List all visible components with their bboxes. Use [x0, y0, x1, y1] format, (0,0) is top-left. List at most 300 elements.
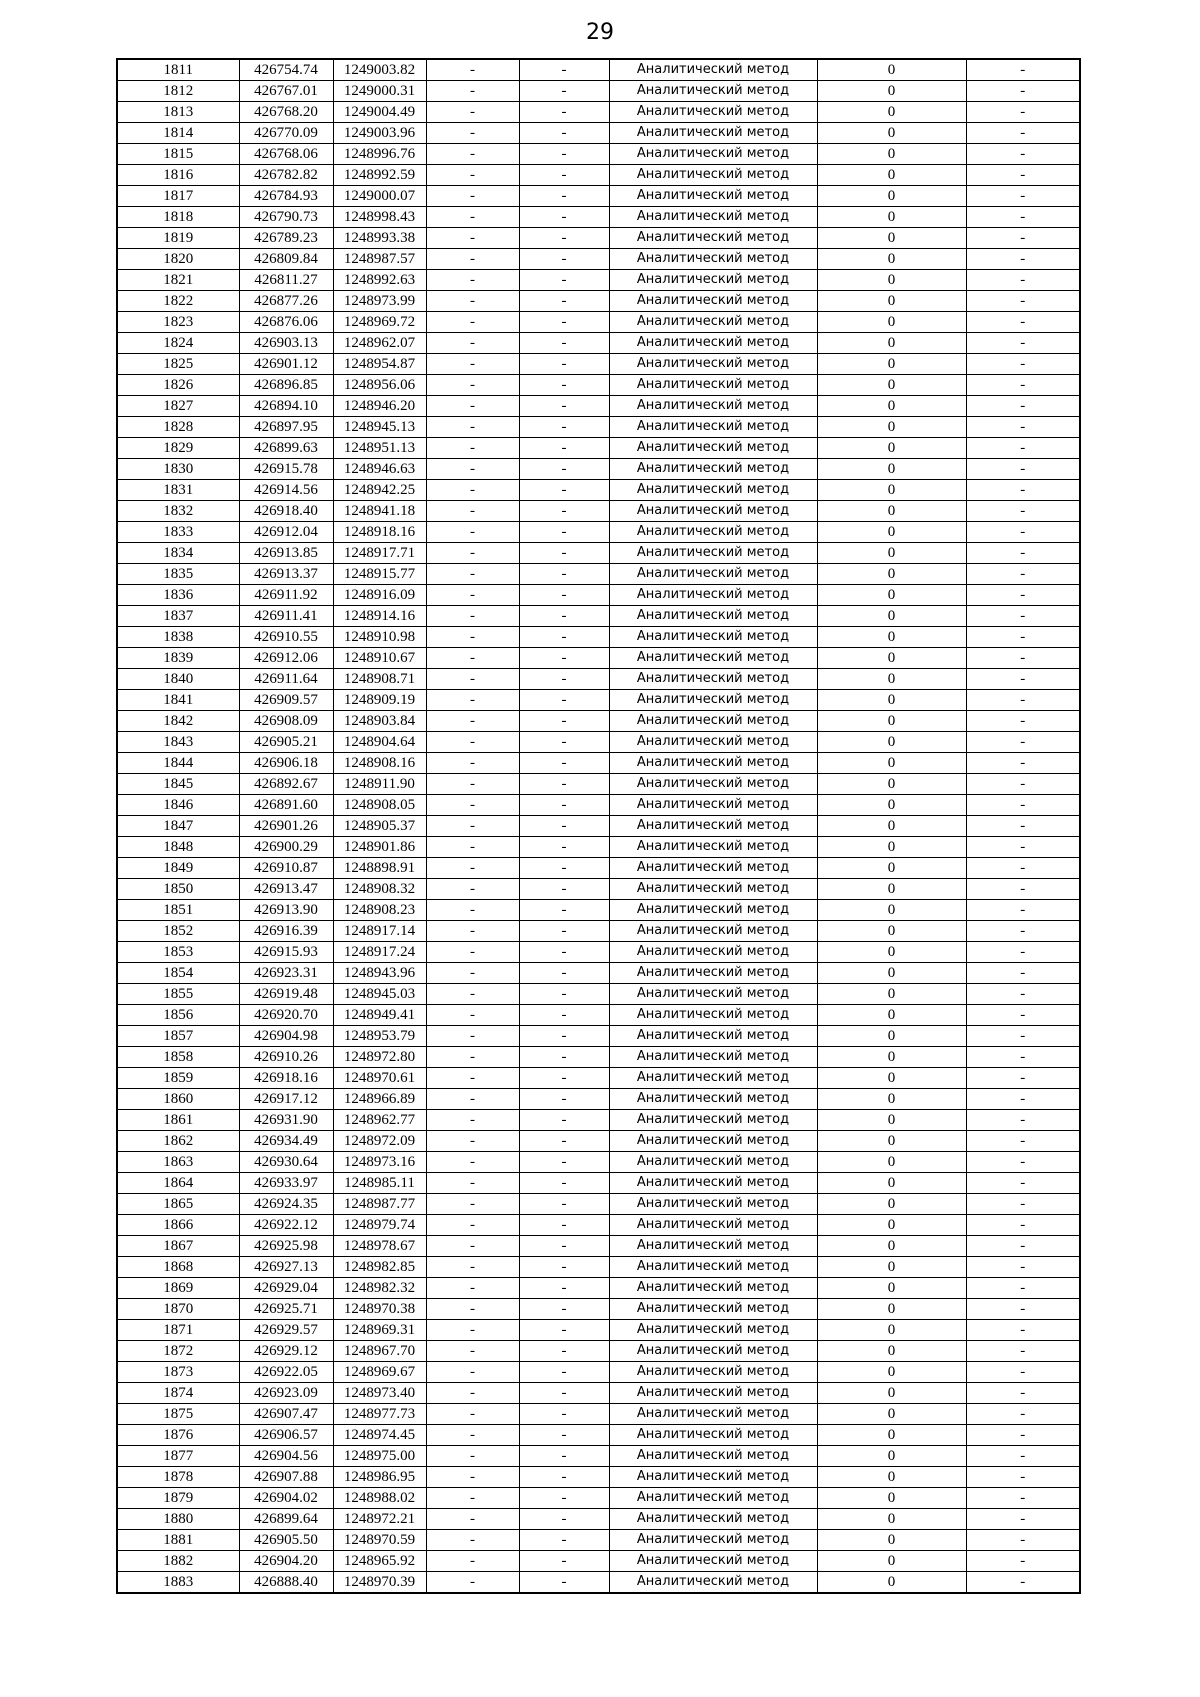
point-number-cell: 1839	[117, 648, 239, 669]
x-coordinate-cell: 426913.85	[239, 543, 333, 564]
y-coordinate-cell: 1248911.90	[333, 774, 426, 795]
table-row	[117, 1173, 1080, 1194]
table-row	[117, 459, 1080, 480]
table-row	[117, 1362, 1080, 1383]
value-cell: 0	[817, 186, 966, 207]
dash-cell: -	[426, 984, 519, 1005]
y-coordinate-cell: 1248954.87	[333, 354, 426, 375]
x-coordinate-cell: 426915.78	[239, 459, 333, 480]
table-row	[117, 1236, 1080, 1257]
point-number-cell: 1854	[117, 963, 239, 984]
dash-cell: -	[426, 459, 519, 480]
point-number-cell: 1821	[117, 270, 239, 291]
x-coordinate-cell: 426918.40	[239, 501, 333, 522]
x-coordinate-cell: 426923.31	[239, 963, 333, 984]
dash-cell: -	[966, 270, 1080, 291]
table-row	[117, 1068, 1080, 1089]
dash-cell: -	[966, 753, 1080, 774]
y-coordinate-cell: 1248945.13	[333, 417, 426, 438]
dash-cell: -	[426, 963, 519, 984]
dash-cell: -	[519, 774, 609, 795]
x-coordinate-cell: 426918.16	[239, 1068, 333, 1089]
value-cell: 0	[817, 249, 966, 270]
table-row	[117, 564, 1080, 585]
method-cell: Аналитический метод	[609, 858, 817, 879]
x-coordinate-cell: 426782.82	[239, 165, 333, 186]
table-row	[117, 1446, 1080, 1467]
table-row	[117, 1383, 1080, 1404]
dash-cell: -	[966, 459, 1080, 480]
dash-cell: -	[519, 1446, 609, 1467]
dash-cell: -	[426, 1089, 519, 1110]
table-row	[117, 396, 1080, 417]
table-row	[117, 669, 1080, 690]
point-number-cell: 1866	[117, 1215, 239, 1236]
table-row	[117, 984, 1080, 1005]
table-row	[117, 879, 1080, 900]
method-cell: Аналитический метод	[609, 648, 817, 669]
dash-cell: -	[519, 522, 609, 543]
method-cell: Аналитический метод	[609, 1341, 817, 1362]
table-row	[117, 501, 1080, 522]
dash-cell: -	[519, 1257, 609, 1278]
dash-cell: -	[426, 1236, 519, 1257]
table-row	[117, 291, 1080, 312]
y-coordinate-cell: 1248917.71	[333, 543, 426, 564]
dash-cell: -	[426, 1257, 519, 1278]
dash-cell: -	[519, 1005, 609, 1026]
method-cell: Аналитический метод	[609, 1425, 817, 1446]
page-number: 29	[586, 20, 614, 45]
point-number-cell: 1813	[117, 102, 239, 123]
value-cell: 0	[817, 711, 966, 732]
value-cell: 0	[817, 1446, 966, 1467]
dash-cell: -	[519, 396, 609, 417]
method-cell: Аналитический метод	[609, 1215, 817, 1236]
dash-cell: -	[519, 1467, 609, 1488]
dash-cell: -	[966, 795, 1080, 816]
x-coordinate-cell: 426768.06	[239, 144, 333, 165]
dash-cell: -	[519, 144, 609, 165]
method-cell: Аналитический метод	[609, 837, 817, 858]
dash-cell: -	[519, 858, 609, 879]
x-coordinate-cell: 426904.98	[239, 1026, 333, 1047]
value-cell: 0	[817, 522, 966, 543]
x-coordinate-cell: 426919.48	[239, 984, 333, 1005]
dash-cell: -	[519, 480, 609, 501]
value-cell: 0	[817, 165, 966, 186]
y-coordinate-cell: 1248916.09	[333, 585, 426, 606]
y-coordinate-cell: 1248972.80	[333, 1047, 426, 1068]
dash-cell: -	[966, 879, 1080, 900]
table-row	[117, 942, 1080, 963]
value-cell: 0	[817, 144, 966, 165]
method-cell: Аналитический метод	[609, 123, 817, 144]
point-number-cell: 1838	[117, 627, 239, 648]
y-coordinate-cell: 1248975.00	[333, 1446, 426, 1467]
dash-cell: -	[426, 1194, 519, 1215]
table-row	[117, 1488, 1080, 1509]
point-number-cell: 1827	[117, 396, 239, 417]
table-row	[117, 1425, 1080, 1446]
dash-cell: -	[966, 312, 1080, 333]
table-row	[117, 543, 1080, 564]
table-row	[117, 1572, 1080, 1594]
value-cell: 0	[817, 732, 966, 753]
point-number-cell: 1874	[117, 1383, 239, 1404]
y-coordinate-cell: 1248992.63	[333, 270, 426, 291]
dash-cell: -	[519, 1278, 609, 1299]
dash-cell: -	[966, 606, 1080, 627]
y-coordinate-cell: 1248970.59	[333, 1530, 426, 1551]
value-cell: 0	[817, 354, 966, 375]
dash-cell: -	[426, 1173, 519, 1194]
point-number-cell: 1865	[117, 1194, 239, 1215]
dash-cell: -	[966, 1467, 1080, 1488]
point-number-cell: 1844	[117, 753, 239, 774]
y-coordinate-cell: 1248951.13	[333, 438, 426, 459]
dash-cell: -	[966, 585, 1080, 606]
x-coordinate-cell: 426904.20	[239, 1551, 333, 1572]
point-number-cell: 1829	[117, 438, 239, 459]
dash-cell: -	[426, 921, 519, 942]
dash-cell: -	[966, 1509, 1080, 1530]
dash-cell: -	[519, 333, 609, 354]
dash-cell: -	[519, 942, 609, 963]
method-cell: Аналитический метод	[609, 1509, 817, 1530]
value-cell: 0	[817, 1110, 966, 1131]
method-cell: Аналитический метод	[609, 1488, 817, 1509]
method-cell: Аналитический метод	[609, 1446, 817, 1467]
y-coordinate-cell: 1248970.61	[333, 1068, 426, 1089]
table-row	[117, 774, 1080, 795]
y-coordinate-cell: 1248972.21	[333, 1509, 426, 1530]
point-number-cell: 1851	[117, 900, 239, 921]
x-coordinate-cell: 426894.10	[239, 396, 333, 417]
point-number-cell: 1879	[117, 1488, 239, 1509]
dash-cell: -	[426, 1341, 519, 1362]
dash-cell: -	[966, 1089, 1080, 1110]
point-number-cell: 1880	[117, 1509, 239, 1530]
dash-cell: -	[426, 732, 519, 753]
x-coordinate-cell: 426913.47	[239, 879, 333, 900]
table-row	[117, 1404, 1080, 1425]
table-row	[117, 753, 1080, 774]
method-cell: Аналитический метод	[609, 690, 817, 711]
x-coordinate-cell: 426929.57	[239, 1320, 333, 1341]
dash-cell: -	[519, 312, 609, 333]
dash-cell: -	[966, 144, 1080, 165]
value-cell: 0	[817, 123, 966, 144]
value-cell: 0	[817, 1068, 966, 1089]
x-coordinate-cell: 426929.12	[239, 1341, 333, 1362]
method-cell: Аналитический метод	[609, 543, 817, 564]
table-row	[117, 816, 1080, 837]
value-cell: 0	[817, 459, 966, 480]
x-coordinate-cell: 426922.05	[239, 1362, 333, 1383]
point-number-cell: 1875	[117, 1404, 239, 1425]
value-cell: 0	[817, 774, 966, 795]
point-number-cell: 1847	[117, 816, 239, 837]
dash-cell: -	[519, 1425, 609, 1446]
point-number-cell: 1815	[117, 144, 239, 165]
value-cell: 0	[817, 1236, 966, 1257]
dash-cell: -	[519, 1299, 609, 1320]
table-row	[117, 1278, 1080, 1299]
dash-cell: -	[426, 1530, 519, 1551]
method-cell: Аналитический метод	[609, 753, 817, 774]
dash-cell: -	[966, 627, 1080, 648]
dash-cell: -	[519, 837, 609, 858]
value-cell: 0	[817, 816, 966, 837]
y-coordinate-cell: 1248949.41	[333, 1005, 426, 1026]
x-coordinate-cell: 426915.93	[239, 942, 333, 963]
x-coordinate-cell: 426922.12	[239, 1215, 333, 1236]
table-row	[117, 1089, 1080, 1110]
y-coordinate-cell: 1249003.96	[333, 123, 426, 144]
x-coordinate-cell: 426911.64	[239, 669, 333, 690]
method-cell: Аналитический метод	[609, 1551, 817, 1572]
table-row	[117, 249, 1080, 270]
dash-cell: -	[426, 1215, 519, 1236]
dash-cell: -	[966, 207, 1080, 228]
x-coordinate-cell: 426927.13	[239, 1257, 333, 1278]
y-coordinate-cell: 1248988.02	[333, 1488, 426, 1509]
dash-cell: -	[966, 1005, 1080, 1026]
dash-cell: -	[426, 522, 519, 543]
dash-cell: -	[966, 837, 1080, 858]
table-row	[117, 963, 1080, 984]
method-cell: Аналитический метод	[609, 816, 817, 837]
y-coordinate-cell: 1248966.89	[333, 1089, 426, 1110]
x-coordinate-cell: 426892.67	[239, 774, 333, 795]
x-coordinate-cell: 426767.01	[239, 81, 333, 102]
y-coordinate-cell: 1248904.64	[333, 732, 426, 753]
point-number-cell: 1842	[117, 711, 239, 732]
point-number-cell: 1850	[117, 879, 239, 900]
y-coordinate-cell: 1248978.67	[333, 1236, 426, 1257]
dash-cell: -	[519, 270, 609, 291]
point-number-cell: 1864	[117, 1173, 239, 1194]
dash-cell: -	[426, 1425, 519, 1446]
dash-cell: -	[426, 564, 519, 585]
method-cell: Аналитический метод	[609, 312, 817, 333]
x-coordinate-cell: 426905.21	[239, 732, 333, 753]
method-cell: Аналитический метод	[609, 711, 817, 732]
method-cell: Аналитический метод	[609, 585, 817, 606]
dash-cell: -	[426, 858, 519, 879]
point-number-cell: 1878	[117, 1467, 239, 1488]
value-cell: 0	[817, 81, 966, 102]
table-row	[117, 333, 1080, 354]
table-row	[117, 1299, 1080, 1320]
dash-cell: -	[966, 1341, 1080, 1362]
x-coordinate-cell: 426896.85	[239, 375, 333, 396]
value-cell: 0	[817, 291, 966, 312]
dash-cell: -	[966, 1572, 1080, 1594]
dash-cell: -	[966, 942, 1080, 963]
value-cell: 0	[817, 1530, 966, 1551]
dash-cell: -	[519, 1509, 609, 1530]
x-coordinate-cell: 426920.70	[239, 1005, 333, 1026]
dash-cell: -	[966, 522, 1080, 543]
y-coordinate-cell: 1248915.77	[333, 564, 426, 585]
dash-cell: -	[966, 1425, 1080, 1446]
value-cell: 0	[817, 837, 966, 858]
value-cell: 0	[817, 564, 966, 585]
value-cell: 0	[817, 1362, 966, 1383]
point-number-cell: 1882	[117, 1551, 239, 1572]
method-cell: Аналитический метод	[609, 1005, 817, 1026]
x-coordinate-cell: 426924.35	[239, 1194, 333, 1215]
dash-cell: -	[426, 59, 519, 81]
point-number-cell: 1841	[117, 690, 239, 711]
method-cell: Аналитический метод	[609, 879, 817, 900]
dash-cell: -	[966, 732, 1080, 753]
dash-cell: -	[426, 774, 519, 795]
dash-cell: -	[966, 165, 1080, 186]
method-cell: Аналитический метод	[609, 1320, 817, 1341]
x-coordinate-cell: 426913.90	[239, 900, 333, 921]
value-cell: 0	[817, 1299, 966, 1320]
y-coordinate-cell: 1248908.05	[333, 795, 426, 816]
dash-cell: -	[426, 879, 519, 900]
point-number-cell: 1869	[117, 1278, 239, 1299]
method-cell: Аналитический метод	[609, 1299, 817, 1320]
y-coordinate-cell: 1248998.43	[333, 207, 426, 228]
dash-cell: -	[519, 165, 609, 186]
method-cell: Аналитический метод	[609, 144, 817, 165]
x-coordinate-cell: 426905.50	[239, 1530, 333, 1551]
point-number-cell: 1832	[117, 501, 239, 522]
x-coordinate-cell: 426899.63	[239, 438, 333, 459]
point-number-cell: 1820	[117, 249, 239, 270]
x-coordinate-cell: 426897.95	[239, 417, 333, 438]
y-coordinate-cell: 1248901.86	[333, 837, 426, 858]
value-cell: 0	[817, 333, 966, 354]
dash-cell: -	[426, 648, 519, 669]
dash-cell: -	[966, 711, 1080, 732]
point-number-cell: 1873	[117, 1362, 239, 1383]
y-coordinate-cell: 1248903.84	[333, 711, 426, 732]
dash-cell: -	[519, 585, 609, 606]
value-cell: 0	[817, 1383, 966, 1404]
method-cell: Аналитический метод	[609, 354, 817, 375]
method-cell: Аналитический метод	[609, 1194, 817, 1215]
value-cell: 0	[817, 438, 966, 459]
dash-cell: -	[426, 1005, 519, 1026]
dash-cell: -	[966, 1215, 1080, 1236]
y-coordinate-cell: 1248973.99	[333, 291, 426, 312]
point-number-cell: 1858	[117, 1047, 239, 1068]
point-number-cell: 1830	[117, 459, 239, 480]
table-row	[117, 648, 1080, 669]
x-coordinate-cell: 426931.90	[239, 1110, 333, 1131]
table-row	[117, 186, 1080, 207]
y-coordinate-cell: 1248996.76	[333, 144, 426, 165]
y-coordinate-cell: 1248974.45	[333, 1425, 426, 1446]
dash-cell: -	[426, 1572, 519, 1594]
point-number-cell: 1837	[117, 606, 239, 627]
x-coordinate-cell: 426906.18	[239, 753, 333, 774]
table-row	[117, 900, 1080, 921]
value-cell: 0	[817, 1509, 966, 1530]
dash-cell: -	[426, 1152, 519, 1173]
table-row	[117, 144, 1080, 165]
table-row	[117, 837, 1080, 858]
y-coordinate-cell: 1248910.98	[333, 627, 426, 648]
method-cell: Аналитический метод	[609, 1362, 817, 1383]
y-coordinate-cell: 1248969.31	[333, 1320, 426, 1341]
value-cell: 0	[817, 207, 966, 228]
dash-cell: -	[519, 900, 609, 921]
dash-cell: -	[519, 690, 609, 711]
dash-cell: -	[519, 1068, 609, 1089]
table-row	[117, 627, 1080, 648]
method-cell: Аналитический метод	[609, 1068, 817, 1089]
y-coordinate-cell: 1248905.37	[333, 816, 426, 837]
dash-cell: -	[966, 102, 1080, 123]
point-number-cell: 1823	[117, 312, 239, 333]
dash-cell: -	[519, 438, 609, 459]
table-row	[117, 1341, 1080, 1362]
value-cell: 0	[817, 1551, 966, 1572]
x-coordinate-cell: 426910.87	[239, 858, 333, 879]
point-number-cell: 1877	[117, 1446, 239, 1467]
table-row	[117, 59, 1080, 81]
dash-cell: -	[426, 669, 519, 690]
dash-cell: -	[519, 1110, 609, 1131]
y-coordinate-cell: 1248953.79	[333, 1026, 426, 1047]
coordinates-table	[116, 58, 1081, 1594]
method-cell: Аналитический метод	[609, 207, 817, 228]
dash-cell: -	[966, 1278, 1080, 1299]
value-cell: 0	[817, 417, 966, 438]
y-coordinate-cell: 1248908.32	[333, 879, 426, 900]
point-number-cell: 1862	[117, 1131, 239, 1152]
x-coordinate-cell: 426912.04	[239, 522, 333, 543]
dash-cell: -	[519, 921, 609, 942]
dash-cell: -	[966, 1530, 1080, 1551]
dash-cell: -	[519, 1173, 609, 1194]
method-cell: Аналитический метод	[609, 732, 817, 753]
method-cell: Аналитический метод	[609, 333, 817, 354]
dash-cell: -	[426, 144, 519, 165]
y-coordinate-cell: 1248973.40	[333, 1383, 426, 1404]
y-coordinate-cell: 1248908.16	[333, 753, 426, 774]
y-coordinate-cell: 1248914.16	[333, 606, 426, 627]
x-coordinate-cell: 426914.56	[239, 480, 333, 501]
dash-cell: -	[426, 1362, 519, 1383]
value-cell: 0	[817, 606, 966, 627]
dash-cell: -	[426, 816, 519, 837]
dash-cell: -	[519, 1320, 609, 1341]
dash-cell: -	[519, 1089, 609, 1110]
value-cell: 0	[817, 1341, 966, 1362]
table-row	[117, 123, 1080, 144]
table-row	[117, 1509, 1080, 1530]
value-cell: 0	[817, 648, 966, 669]
dash-cell: -	[426, 942, 519, 963]
method-cell: Аналитический метод	[609, 984, 817, 1005]
dash-cell: -	[966, 59, 1080, 81]
dash-cell: -	[966, 1173, 1080, 1194]
dash-cell: -	[519, 963, 609, 984]
point-number-cell: 1825	[117, 354, 239, 375]
dash-cell: -	[519, 879, 609, 900]
value-cell: 0	[817, 396, 966, 417]
point-number-cell: 1835	[117, 564, 239, 585]
